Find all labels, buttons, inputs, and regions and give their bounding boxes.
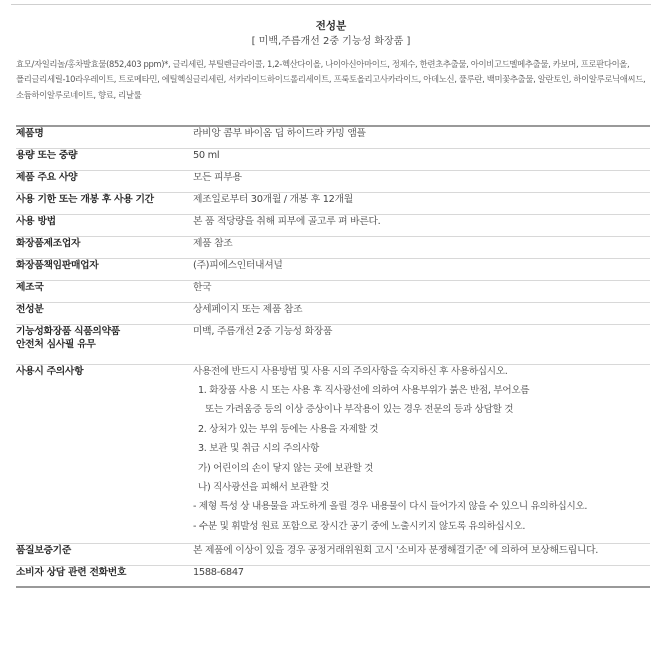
ingredients-subtitle: [ 미백,주름개선 2중 기능성 화장품 ] [251,36,411,47]
spec-label: 용량 또는 중량 [16,149,78,161]
cautions-list [193,364,650,543]
spec-row-cautions [16,364,650,543]
spec-value: 50 ml [193,149,220,161]
spec-value: 본 품 적당량을 취해 피부에 골고루 펴 바른다. [193,215,381,227]
spec-label: 제조국 [16,281,44,293]
product-spec-table [16,125,650,588]
caution-line: - 수분 및 휘발성 원료 포함으로 장시간 공기 중에 노출시키지 않도록 유의하십시오. [193,520,526,532]
spec-label: 화장품책임판매업자 [16,259,99,271]
caution-line: 3. 보관 및 취급 시의 주의사항 [198,443,319,455]
ingredients-header [0,19,662,49]
spec-value: 제조일로부터 30개월 / 개봉 후 12개월 [193,193,353,205]
ingredients-list: 효모/자일리놀/홍차발효물(852,403 ppm)*, 글리세린, 부틸렌글라이콜, 1,2-헥산다이올, 나이아신아마이드, 정제수, 한련초추출물, 아이비고드멜메추출물, 카보머, 프로판다이올, 폴리글리세릴-10라우레이트, 트로메타민, 에틸헥실글리세린, 서카라이드하이드롤리세이트, 프룩토올리고사카라이드, 아데노신, 풀루란, 백미꽃추출물, 알란토인, 하이알루로닉애씨드, 소듐하이알루로네이트, 향료, 리날룰 [16,59,646,100]
caution-line: - 제형 특성 상 내용물을 과도하게 올릴 경우 내용물이 다시 들어가지 않을 수 있으니 유의하십시오. [193,501,588,513]
spec-value: 미백, 주름개선 2중 기능성 화장품 [193,325,333,337]
ingredients-title: 전성분 [315,20,347,32]
spec-label-line: 안전처 심사필 유무 [16,338,96,350]
caution-line: 나) 직사광선을 피해서 보관할 것 [198,481,330,493]
spec-label: 사용시 주의사항 [16,365,84,377]
spec-row-expiry [16,192,650,214]
spec-label: 제품명 [16,128,44,139]
spec-value: 라비앙 콤부 바이옴 딥 하이드라 카밍 앰플 [193,128,366,139]
spec-label [16,324,193,364]
spec-row-seller [16,258,650,280]
caution-line: 사용전에 반드시 사용방법 및 사용 시의 주의사항을 숙지하신 후 사용하십시오. [193,365,508,377]
caution-line: 1. 화장품 사용 시 또는 사용 후 직사광선에 의하여 사용부위가 붉은 반점, 부어오름 [198,384,530,396]
spec-row-skin-type [16,170,650,192]
caution-line: 가) 어린이의 손이 닿지 않는 곳에 보관할 것 [198,462,374,474]
spec-value: 상세페이지 또는 제품 참조 [193,303,303,315]
spec-label: 소비자 상담 관련 전화번호 [16,566,127,578]
spec-row-product-name [16,126,650,148]
caution-line: 2. 상처가 있는 부위 등에는 사용을 자제할 것 [198,423,379,435]
spec-label: 사용 기한 또는 개봉 후 사용 기간 [16,193,154,205]
top-divider [11,4,651,5]
caution-line: 또는 가려움증 등의 이상 증상이나 부작용이 있는 경우 전문의 등과 상담할 것 [205,404,514,416]
spec-row-volume [16,148,650,170]
spec-label-line: 기능성화장품 식품의약품 [16,325,120,337]
spec-row-phone [16,565,650,587]
spec-label: 제품 주요 사양 [16,171,78,183]
spec-row-quality [16,543,650,565]
spec-row-country [16,280,650,302]
spec-label: 사용 방법 [16,215,56,227]
spec-row-usage [16,214,650,236]
spec-row-functional [16,324,650,364]
spec-value: 1588-6847 [193,566,244,578]
spec-value: (주)피에스인터내셔널 [193,259,283,271]
spec-value: 제품 참조 [193,237,233,249]
spec-value: 본 제품에 이상이 있을 경우 공정거래위원회 고시 '소비자 분쟁해결기준' 에 의하여 보상해드립니다. [193,544,599,556]
spec-label: 품질보증기준 [16,544,71,556]
spec-value: 모든 피부용 [193,171,242,183]
spec-value: 한국 [193,281,212,293]
spec-row-manufacturer [16,236,650,258]
spec-row-ingredients [16,302,650,324]
spec-label: 화장품제조업자 [16,237,81,249]
spec-label: 전성분 [16,303,44,315]
